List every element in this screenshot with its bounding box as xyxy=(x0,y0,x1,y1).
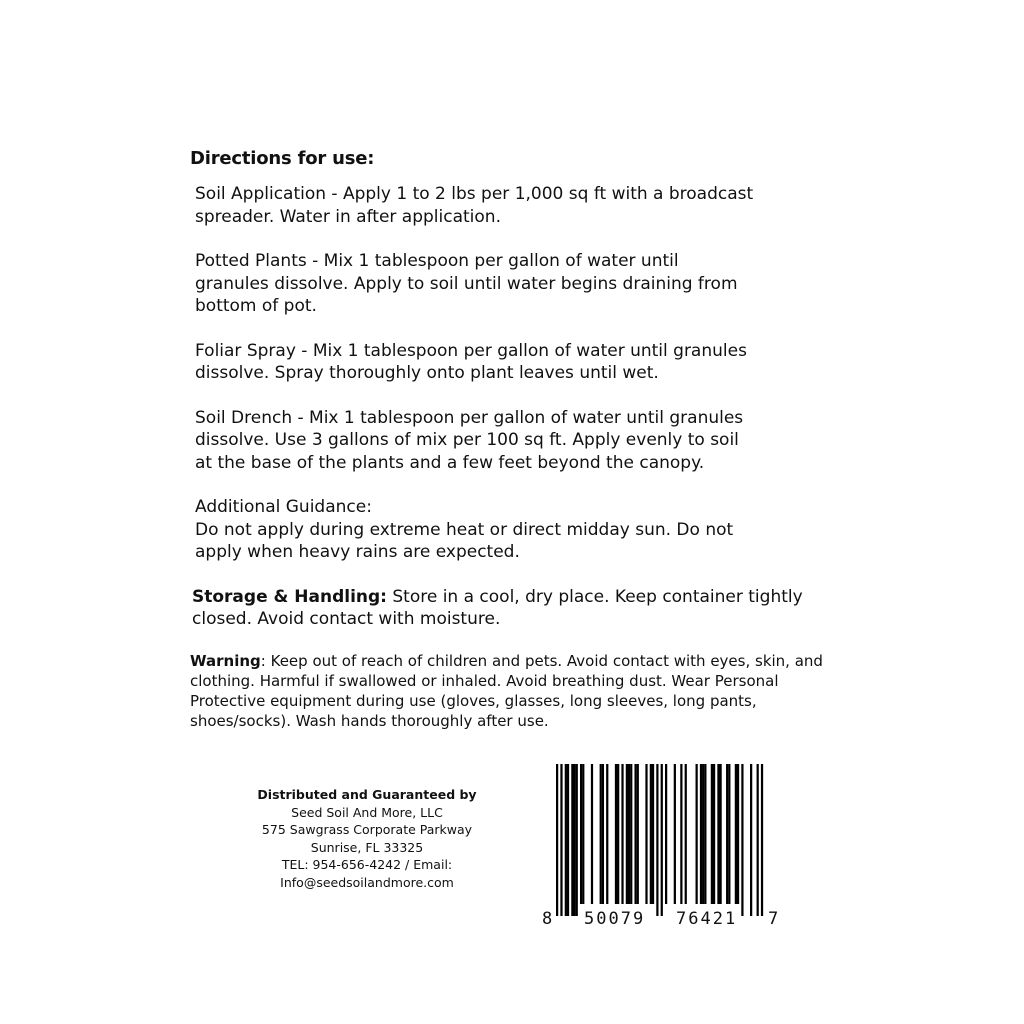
barcode-bar xyxy=(650,764,652,904)
barcode-bar xyxy=(737,764,739,904)
barcode-bar xyxy=(717,764,719,904)
barcode-bar xyxy=(634,764,636,904)
upc-barcode xyxy=(534,762,784,932)
barcode-bar xyxy=(600,764,602,904)
storage-text: Store in a cool, dry place. Keep container tightly closed. Avoid contact with moisture. xyxy=(192,586,803,629)
additional-guidance-paragraph xyxy=(195,496,830,564)
barcode-bar xyxy=(580,764,582,904)
directions-heading: Directions for use: xyxy=(190,148,375,169)
barcode-bar xyxy=(700,764,702,904)
barcode-bar xyxy=(665,764,667,904)
barcode-bars xyxy=(556,764,763,916)
barcode-bar xyxy=(720,764,722,904)
barcode-check-digit: 7 xyxy=(768,909,779,929)
paragraph-line: Potted Plants - Mix 1 tablespoon per gallon of water until xyxy=(195,251,679,271)
paragraph-line: Soil Application - Apply 1 to 2 lbs per 1,000 sq ft with a broadcast xyxy=(195,184,754,204)
barcode-bar xyxy=(571,764,573,916)
distributor-address: 575 Sawgrass Corporate Parkway xyxy=(261,822,473,837)
barcode-bar xyxy=(637,764,639,904)
paragraph-line: Additional Guidance: xyxy=(195,497,372,517)
distributor-contact: TEL: 954-656-4242 / Email: xyxy=(281,857,453,872)
barcode-bar xyxy=(573,764,575,916)
storage-handling-section xyxy=(192,586,830,631)
barcode-bar xyxy=(696,764,698,904)
barcode-left-digits: 50079 xyxy=(584,909,646,929)
foliar-spray-paragraph xyxy=(195,340,830,385)
paragraph-line: dissolve. Use 3 gallons of mix per 100 sq ft. Apply evenly to soil xyxy=(195,430,739,450)
warning-text: : Keep out of reach of children and pets. Avoid contact with eyes, skin, and clothing. Harmful if swallowed or inhaled. Avoid breathing dust. Wear Personal Protective equipment during use (gloves, glasses, long sleeves, long pants, shoes/socks). Wash hands thoroughly after use. xyxy=(190,651,823,730)
barcode-bar xyxy=(628,764,630,904)
barcode-bar xyxy=(615,764,617,904)
barcode-bar xyxy=(621,764,623,904)
paragraph-line: at the base of the plants and a few feet beyond the canopy. xyxy=(195,452,705,473)
barcode-bar xyxy=(560,764,562,916)
barcode-bar xyxy=(556,764,558,916)
soil-drench-paragraph xyxy=(195,407,830,475)
barcode-bar xyxy=(728,764,730,904)
directions-label xyxy=(190,148,830,731)
barcode-number-system-digit: 8 xyxy=(542,909,553,929)
barcode-bar xyxy=(602,764,604,904)
barcode-bar xyxy=(750,764,752,916)
barcode-bar xyxy=(630,764,632,904)
warning-label: Warning xyxy=(190,651,261,670)
distributor-info xyxy=(232,786,502,891)
barcode-bar xyxy=(761,764,763,916)
barcode-bar xyxy=(741,764,743,916)
directions-body xyxy=(195,183,830,564)
distributor-company: Seed Soil And More, LLC xyxy=(291,804,443,820)
barcode-bar xyxy=(726,764,728,904)
paragraph-line: Foliar Spray - Mix 1 tablespoon per gallon of water until granules xyxy=(195,340,747,361)
barcode-bar xyxy=(567,764,569,916)
barcode-bar xyxy=(704,764,706,904)
paragraph-line: granules dissolve. Apply to soil until water begins draining from xyxy=(195,273,738,294)
barcode-bar xyxy=(591,764,593,904)
barcode-bar xyxy=(582,764,584,904)
paragraph-line: dissolve. Spray thoroughly onto plant leaves until wet. xyxy=(195,363,659,383)
barcode-bar xyxy=(735,764,737,904)
barcode-bar xyxy=(617,764,619,904)
paragraph-line: spreader. Water in after application. xyxy=(195,206,501,227)
storage-label: Storage & Handling: xyxy=(192,586,387,607)
paragraph-line: bottom of pot. xyxy=(195,296,317,316)
barcode-bar xyxy=(680,764,682,904)
barcode-bar xyxy=(606,764,608,904)
barcode-bar xyxy=(645,764,647,904)
barcode-bar xyxy=(661,764,663,916)
barcode-right-digits: 76421 xyxy=(676,909,738,929)
paragraph-line: apply when heavy rains are expected. xyxy=(195,542,520,562)
barcode-bar xyxy=(565,764,567,916)
barcode-bar xyxy=(713,764,715,904)
barcode-bar xyxy=(711,764,713,904)
barcode-bar xyxy=(685,764,687,904)
barcode-bar xyxy=(652,764,654,904)
paragraph-line: Soil Drench - Mix 1 tablespoon per gallon of water until granules xyxy=(195,407,744,428)
distributor-email: Info@seedsoilandmore.com xyxy=(280,874,454,890)
potted-plants-paragraph xyxy=(195,250,830,318)
barcode-bar xyxy=(656,764,658,916)
barcode-bar xyxy=(702,764,704,904)
soil-application-paragraph xyxy=(195,183,830,228)
barcode-bar xyxy=(674,764,676,904)
distributor-city: Sunrise, FL 33325 xyxy=(310,839,424,855)
barcode-bar xyxy=(626,764,628,904)
warning-section xyxy=(190,651,830,731)
distributor-title: Distributed and Guaranteed by xyxy=(257,787,477,802)
paragraph-line: Do not apply during extreme heat or direct midday sun. Do not xyxy=(195,519,734,540)
barcode-bar xyxy=(757,764,759,916)
barcode-bar xyxy=(576,764,578,916)
